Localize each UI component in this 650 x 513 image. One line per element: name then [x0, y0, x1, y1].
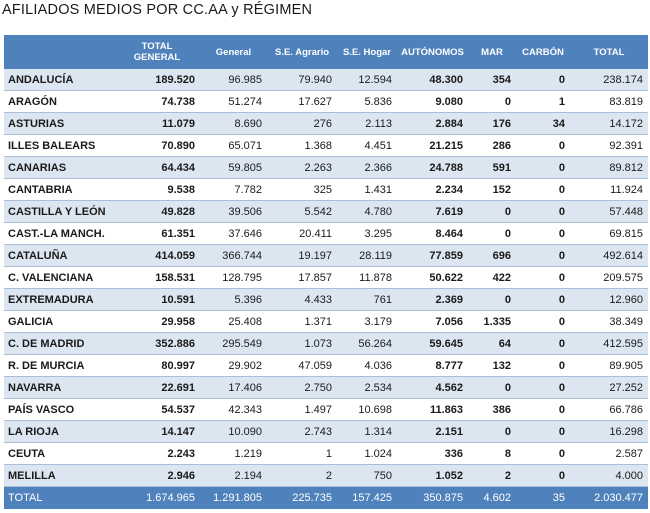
region-name: EXTREMADURA	[4, 289, 114, 311]
table-cell: 2	[468, 465, 516, 487]
table-cell: 0	[516, 69, 570, 91]
table-cell: 276	[267, 113, 337, 135]
table-cell: 0	[516, 201, 570, 223]
region-name: CATALUÑA	[4, 245, 114, 267]
table-cell: 74.738	[114, 91, 200, 113]
table-cell: 4.433	[267, 289, 337, 311]
affiliates-table	[4, 35, 648, 509]
table-cell: 2.884	[397, 113, 468, 135]
table-cell: 1.431	[337, 179, 397, 201]
table-cell: 176	[468, 113, 516, 135]
table-cell: 10.090	[200, 421, 267, 443]
table-cell: 0	[468, 201, 516, 223]
table-cell: 158.531	[114, 267, 200, 289]
table-cell: 1.052	[397, 465, 468, 487]
table-cell: 2.534	[337, 377, 397, 399]
table-cell: 4.451	[337, 135, 397, 157]
table-cell: 96.985	[200, 69, 267, 91]
table-cell: 2.263	[267, 157, 337, 179]
header-se-agrario: S.E. Agrario	[267, 35, 337, 69]
table-row	[4, 223, 648, 245]
header-general: General	[200, 35, 267, 69]
table-cell: 21.215	[397, 135, 468, 157]
table-cell: 0	[516, 443, 570, 465]
table-cell: 4.780	[337, 201, 397, 223]
table-cell: 49.828	[114, 201, 200, 223]
table-cell: 12.594	[337, 69, 397, 91]
totals-cell: 1.674.965	[114, 487, 200, 510]
region-name: GALICIA	[4, 311, 114, 333]
table-cell: 0	[516, 377, 570, 399]
table-cell: 2.587	[570, 443, 648, 465]
table-cell: 2.946	[114, 465, 200, 487]
region-name: CEUTA	[4, 443, 114, 465]
table-cell: 64.434	[114, 157, 200, 179]
table-cell: 128.795	[200, 267, 267, 289]
region-name: CAST.-LA MANCH.	[4, 223, 114, 245]
header-total-general: TOTAL GENERAL	[114, 35, 200, 69]
totals-cell: 225.735	[267, 487, 337, 510]
table-cell: 4.562	[397, 377, 468, 399]
region-name: CASTILLA Y LEÓN	[4, 201, 114, 223]
table-cell: 16.298	[570, 421, 648, 443]
table-cell: 54.537	[114, 399, 200, 421]
table-cell: 70.890	[114, 135, 200, 157]
table-cell: 366.744	[200, 245, 267, 267]
table-cell: 0	[516, 399, 570, 421]
table-cell: 1	[516, 91, 570, 113]
table-row	[4, 421, 648, 443]
table-cell: 77.859	[397, 245, 468, 267]
table-cell: 47.059	[267, 355, 337, 377]
table-row	[4, 399, 648, 421]
table-row	[4, 179, 648, 201]
table-row	[4, 91, 648, 113]
table-cell: 422	[468, 267, 516, 289]
table-row	[4, 245, 648, 267]
header-mar: MAR	[468, 35, 516, 69]
region-name: CANARIAS	[4, 157, 114, 179]
table-cell: 20.411	[267, 223, 337, 245]
table-cell: 69.815	[570, 223, 648, 245]
table-cell: 352.886	[114, 333, 200, 355]
table-cell: 61.351	[114, 223, 200, 245]
table-cell: 1.368	[267, 135, 337, 157]
totals-cell: 2.030.477	[570, 487, 648, 510]
totals-row	[4, 487, 648, 510]
table-cell: 2.151	[397, 421, 468, 443]
table-cell: 0	[468, 421, 516, 443]
table-cell: 7.782	[200, 179, 267, 201]
table-cell: 0	[516, 157, 570, 179]
table-row	[4, 289, 648, 311]
header-autonomos: AUTÓNOMOS	[397, 35, 468, 69]
table-cell: 4.000	[570, 465, 648, 487]
page-title: AFILIADOS MEDIOS POR CC.AA y RÉGIMEN	[2, 2, 313, 18]
table-cell: 12.960	[570, 289, 648, 311]
table-cell: 0	[468, 91, 516, 113]
table-cell: 5.836	[337, 91, 397, 113]
table-row	[4, 355, 648, 377]
table-cell: 42.343	[200, 399, 267, 421]
table-cell: 492.614	[570, 245, 648, 267]
table-cell: 3.179	[337, 311, 397, 333]
table-cell: 0	[468, 377, 516, 399]
table-cell: 24.788	[397, 157, 468, 179]
table-cell: 0	[516, 465, 570, 487]
table-cell: 325	[267, 179, 337, 201]
table-row	[4, 443, 648, 465]
table-row	[4, 135, 648, 157]
table-cell: 9.538	[114, 179, 200, 201]
table-cell: 209.575	[570, 267, 648, 289]
table-cell: 10.591	[114, 289, 200, 311]
table-cell: 2.243	[114, 443, 200, 465]
table-cell: 2.366	[337, 157, 397, 179]
table-cell: 414.059	[114, 245, 200, 267]
region-name: C. VALENCIANA	[4, 267, 114, 289]
table-cell: 5.542	[267, 201, 337, 223]
table-cell: 2.234	[397, 179, 468, 201]
table-row	[4, 157, 648, 179]
table-row	[4, 465, 648, 487]
table-cell: 1.073	[267, 333, 337, 355]
region-name: C. DE MADRID	[4, 333, 114, 355]
table-cell: 17.627	[267, 91, 337, 113]
table-cell: 2.750	[267, 377, 337, 399]
table-cell: 0	[516, 245, 570, 267]
table-cell: 8.464	[397, 223, 468, 245]
table-cell: 89.812	[570, 157, 648, 179]
totals-cell: 350.875	[397, 487, 468, 510]
table-cell: 17.406	[200, 377, 267, 399]
table-row	[4, 201, 648, 223]
table-cell: 19.197	[267, 245, 337, 267]
table-cell: 79.940	[267, 69, 337, 91]
table-cell: 1.314	[337, 421, 397, 443]
table-cell: 0	[516, 333, 570, 355]
table-cell: 7.056	[397, 311, 468, 333]
header-carbon: CARBÓN	[516, 35, 570, 69]
totals-label: TOTAL	[4, 487, 114, 510]
table-row	[4, 333, 648, 355]
table-cell: 48.300	[397, 69, 468, 91]
table-cell: 11.863	[397, 399, 468, 421]
table-cell: 0	[468, 289, 516, 311]
table-cell: 286	[468, 135, 516, 157]
table-cell: 412.595	[570, 333, 648, 355]
table-cell: 189.520	[114, 69, 200, 91]
table-cell: 761	[337, 289, 397, 311]
table-row	[4, 69, 648, 91]
table-cell: 750	[337, 465, 397, 487]
totals-cell: 1.291.805	[200, 487, 267, 510]
table-cell: 50.622	[397, 267, 468, 289]
table-cell: 92.391	[570, 135, 648, 157]
table-cell: 11.924	[570, 179, 648, 201]
table-cell: 0	[516, 311, 570, 333]
table-cell: 80.997	[114, 355, 200, 377]
totals-cell: 157.425	[337, 487, 397, 510]
table-cell: 336	[397, 443, 468, 465]
region-name: R. DE MURCIA	[4, 355, 114, 377]
table-cell: 0	[516, 267, 570, 289]
table-cell: 11.079	[114, 113, 200, 135]
table-cell: 38.349	[570, 311, 648, 333]
table-cell: 0	[516, 355, 570, 377]
table-cell: 25.408	[200, 311, 267, 333]
totals-cell: 4.602	[468, 487, 516, 510]
table-cell: 65.071	[200, 135, 267, 157]
table-cell: 354	[468, 69, 516, 91]
table-cell: 1.497	[267, 399, 337, 421]
table-cell: 8	[468, 443, 516, 465]
table-cell: 0	[516, 179, 570, 201]
table-cell: 9.080	[397, 91, 468, 113]
table-cell: 34	[516, 113, 570, 135]
table-cell: 152	[468, 179, 516, 201]
table-row	[4, 267, 648, 289]
table-cell: 0	[516, 421, 570, 443]
table-cell: 696	[468, 245, 516, 267]
table-cell: 386	[468, 399, 516, 421]
table-cell: 29.958	[114, 311, 200, 333]
totals-cell: 35	[516, 487, 570, 510]
header-total: TOTAL	[570, 35, 648, 69]
table-cell: 0	[516, 135, 570, 157]
table-cell: 2.369	[397, 289, 468, 311]
region-name: PAÍS VASCO	[4, 399, 114, 421]
table-cell: 295.549	[200, 333, 267, 355]
region-name: ILLES BALEARS	[4, 135, 114, 157]
table-cell: 8.777	[397, 355, 468, 377]
table-cell: 66.786	[570, 399, 648, 421]
table-cell: 0	[516, 289, 570, 311]
table-cell: 2	[267, 465, 337, 487]
region-name: MELILLA	[4, 465, 114, 487]
table-cell: 5.396	[200, 289, 267, 311]
table-cell: 2.194	[200, 465, 267, 487]
table-cell: 1.371	[267, 311, 337, 333]
table-cell: 29.902	[200, 355, 267, 377]
table-cell: 59.645	[397, 333, 468, 355]
table-cell: 1.219	[200, 443, 267, 465]
table-cell: 17.857	[267, 267, 337, 289]
table-cell: 2.113	[337, 113, 397, 135]
table-cell: 7.619	[397, 201, 468, 223]
table-cell: 22.691	[114, 377, 200, 399]
region-name: CANTABRIA	[4, 179, 114, 201]
table-cell: 3.295	[337, 223, 397, 245]
table-cell: 1.024	[337, 443, 397, 465]
table-cell: 11.878	[337, 267, 397, 289]
header-se-hogar: S.E. Hogar	[337, 35, 397, 69]
table-row	[4, 311, 648, 333]
table-cell: 59.805	[200, 157, 267, 179]
region-name: NAVARRA	[4, 377, 114, 399]
table-cell: 4.036	[337, 355, 397, 377]
header-row	[4, 35, 648, 69]
table-cell: 0	[468, 223, 516, 245]
table-cell: 238.174	[570, 69, 648, 91]
table-cell: 1.335	[468, 311, 516, 333]
table-cell: 56.264	[337, 333, 397, 355]
table-cell: 51.274	[200, 91, 267, 113]
table-cell: 83.819	[570, 91, 648, 113]
table-cell: 28.119	[337, 245, 397, 267]
table-cell: 89.905	[570, 355, 648, 377]
region-name: ANDALUCÍA	[4, 69, 114, 91]
region-name: ARAGÓN	[4, 91, 114, 113]
table-row	[4, 113, 648, 135]
table-cell: 0	[516, 223, 570, 245]
region-name: LA RIOJA	[4, 421, 114, 443]
table-cell: 37.646	[200, 223, 267, 245]
table-cell: 1	[267, 443, 337, 465]
table-cell: 57.448	[570, 201, 648, 223]
table-cell: 27.252	[570, 377, 648, 399]
table-cell: 14.147	[114, 421, 200, 443]
header-region	[4, 35, 114, 69]
region-name: ASTURIAS	[4, 113, 114, 135]
table-cell: 39.506	[200, 201, 267, 223]
table-cell: 2.743	[267, 421, 337, 443]
table-cell: 64	[468, 333, 516, 355]
table-cell: 132	[468, 355, 516, 377]
table-cell: 591	[468, 157, 516, 179]
table-cell: 8.690	[200, 113, 267, 135]
table-cell: 14.172	[570, 113, 648, 135]
table-cell: 10.698	[337, 399, 397, 421]
table-row	[4, 377, 648, 399]
